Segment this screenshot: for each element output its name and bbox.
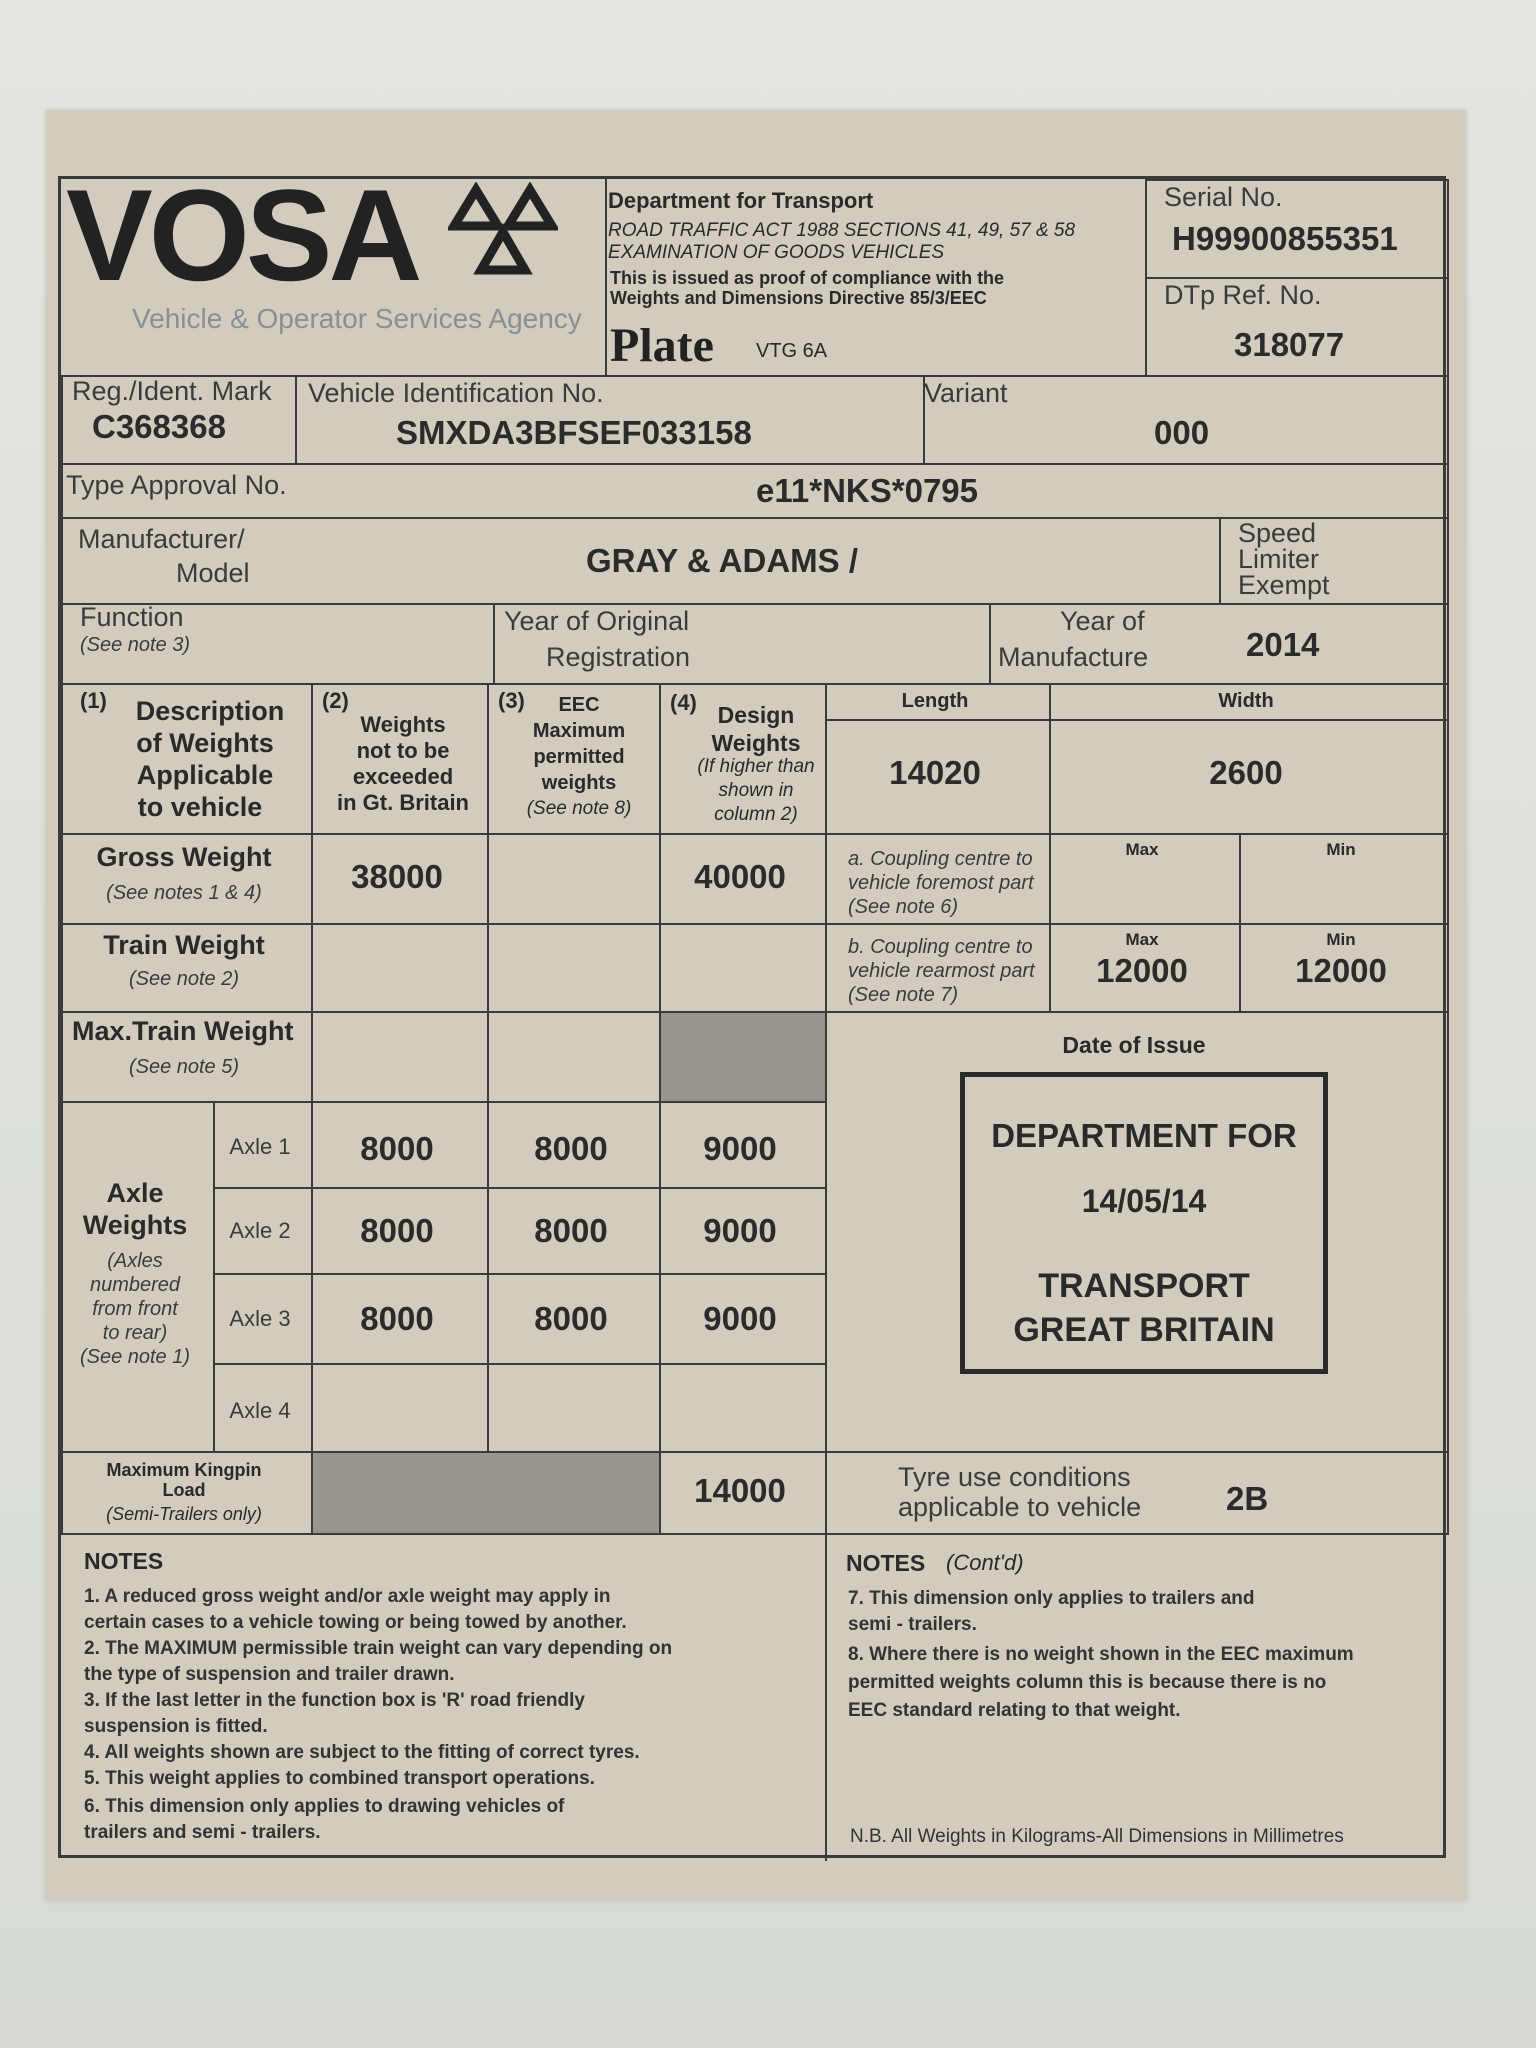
notes-right-title-cont: (Cont'd) (946, 1550, 1024, 1575)
col2-line-4: in Gt. Britain (337, 790, 469, 815)
axle2-design: 9000 (703, 1212, 777, 1249)
date-issue-label: Date of Issue (1062, 1032, 1206, 1058)
length-label: Length (901, 690, 969, 712)
coupling-b-max-value: 12000 (1096, 952, 1188, 989)
function-note: (See note 3) (80, 634, 191, 656)
reg-label: Reg./Ident. Mark (72, 376, 272, 406)
gross-eec-cell (487, 833, 661, 925)
col3-num: (3) (498, 688, 525, 713)
year-manufacture-label-1: Year of (1060, 606, 1145, 636)
issue-stamp (960, 1072, 1328, 1374)
axle4-gb-cell (311, 1363, 489, 1453)
proof-text-2: Weights and Dimensions Directive 85/3/EEC (610, 288, 987, 308)
width-value: 2600 (1209, 754, 1283, 791)
gross-gb-value: 38000 (351, 858, 443, 895)
notes-right-line-2: semi - trailers. (848, 1614, 977, 1635)
col4-line-2: Weights (711, 730, 801, 756)
kingpin-label-1: Maximum Kingpin (106, 1460, 262, 1480)
col3-line-2: Maximum (532, 720, 626, 742)
function-label: Function (80, 602, 184, 632)
col4-note-3: column 2) (714, 804, 798, 825)
axle-note-1: (Axles (107, 1250, 163, 1272)
notes-right-nb: N.B. All Weights in Kilograms-All Dimensions in Millimetres (850, 1826, 1344, 1847)
col1-num: (1) (80, 688, 107, 713)
coupling-a-3: (See note 6) (848, 896, 959, 918)
stamp-line-4: GREAT BRITAIN (1013, 1311, 1275, 1349)
notes-left-line-6: suspension is fitted. (84, 1716, 268, 1737)
coupling-b-3: (See note 7) (848, 984, 959, 1006)
col1-line-2: of Weights (136, 728, 274, 758)
col2-line-2: not to be (356, 738, 450, 763)
reg-value: C368368 (92, 408, 226, 445)
max-train-label: Max.Train Weight (72, 1016, 294, 1046)
max-train-eec-cell (487, 1011, 661, 1103)
notes-right-title: NOTES (846, 1550, 926, 1576)
kingpin-label-3: (Semi-Trailers only) (106, 1504, 262, 1524)
notes-right-line-5: EEC standard relating to that weight. (848, 1700, 1181, 1721)
width-label: Width (1218, 690, 1274, 712)
dtp-value: 318077 (1234, 326, 1345, 363)
notes-left-title: NOTES (84, 1548, 164, 1574)
coupling-a-1: a. Coupling centre to (848, 848, 1033, 870)
axle2-name: Axle 2 (229, 1218, 291, 1243)
stamp-line-1: DEPARTMENT FOR (991, 1117, 1297, 1154)
coupling-b-1: b. Coupling centre to (848, 936, 1033, 958)
notes-left-line-1: 1. A reduced gross weight and/or axle weight may apply in (84, 1586, 611, 1607)
train-gb-cell (311, 923, 489, 1013)
train-design-cell (659, 923, 827, 1013)
axle-label-1: Axle (106, 1178, 164, 1208)
col3-line-1: EEC (558, 694, 600, 716)
coupling-b-min: Min (1326, 930, 1356, 949)
speed-limiter-3: Exempt (1238, 570, 1330, 600)
axle4-name: Axle 4 (229, 1398, 291, 1423)
gross-design-value: 40000 (694, 858, 786, 895)
vin-label: Vehicle Identification No. (308, 378, 604, 408)
notes-left-line-3: 2. The MAXIMUM permissible train weight can vary depending on (84, 1638, 673, 1659)
max-train-gb-cell (311, 1011, 489, 1103)
plate-code: VTG 6A (756, 340, 828, 362)
axle2-eec: 8000 (534, 1212, 608, 1249)
train-label: Train Weight (103, 930, 265, 960)
gross-label: Gross Weight (96, 842, 272, 872)
axle3-eec: 8000 (534, 1300, 608, 1337)
notes-left-line-9: 6. This dimension only applies to drawing vehicles of (84, 1796, 565, 1817)
axle4-eec-cell (487, 1363, 661, 1453)
axle1-gb: 8000 (360, 1130, 434, 1167)
speed-limiter-1: Speed (1238, 518, 1317, 548)
col4-line-1: Design (717, 702, 795, 728)
axle-label-2: Weights (82, 1210, 188, 1240)
year-manufacture-value: 2014 (1246, 626, 1320, 663)
speed-limiter-2: Limiter (1238, 544, 1320, 574)
axle-note-2: numbered (89, 1274, 181, 1296)
manufacturer-value: GRAY & ADAMS / (586, 542, 858, 579)
variant-value: 000 (1154, 414, 1210, 451)
notes-left-line-2: certain cases to a vehicle towing or being towed by another. (84, 1612, 627, 1633)
notes-left-line-5: 3. If the last letter in the function box is 'R' road friendly (84, 1690, 585, 1711)
max-train-design-cell (659, 1011, 827, 1103)
col3-line-3: permitted (533, 746, 625, 768)
col1-line-1: Description (135, 696, 285, 726)
stamp-line-3: TRANSPORT (1038, 1267, 1250, 1305)
axle3-gb: 8000 (360, 1300, 434, 1337)
gross-note: (See notes 1 & 4) (106, 882, 262, 904)
year-original-label-2: Registration (546, 642, 691, 672)
serial-value: H99900855351 (1172, 220, 1398, 257)
tyre-value: 2B (1226, 1480, 1269, 1517)
type-approval-label: Type Approval No. (66, 470, 287, 500)
col4-num: (4) (670, 690, 697, 715)
axle-note-5: (See note 1) (79, 1346, 191, 1368)
tyre-label-1: Tyre use conditions (898, 1462, 1131, 1492)
coupling-a-min: Min (1326, 840, 1356, 859)
coupling-b-2: vehicle rearmost part (848, 960, 1035, 982)
stamp-date: 14/05/14 (1081, 1183, 1207, 1219)
variant-label: Variant (924, 378, 1008, 408)
agency-name: Vehicle & Operator Services Agency (132, 303, 582, 334)
tyre-label-2: applicable to vehicle (898, 1492, 1142, 1522)
exam-text: EXAMINATION OF GOODS VEHICLES (608, 242, 945, 263)
dtp-label: DTp Ref. No. (1164, 280, 1322, 310)
axle2-gb: 8000 (360, 1212, 434, 1249)
coupling-b-min-value: 12000 (1295, 952, 1387, 989)
notes-left-line-7: 4. All weights shown are subject to the fitting of correct tyres. (84, 1742, 640, 1763)
length-value: 14020 (889, 754, 981, 791)
axle1-design: 9000 (703, 1130, 777, 1167)
proof-text-1: This is issued as proof of compliance with the (610, 268, 1005, 288)
notes-right-line-1: 7. This dimension only applies to trailers and (848, 1588, 1255, 1609)
col2-num: (2) (322, 688, 349, 713)
kingpin-value: 14000 (694, 1472, 786, 1509)
axle-note-3: from front (92, 1298, 178, 1320)
notes-right-cell (825, 1533, 1449, 1861)
kingpin-shaded-cell (311, 1451, 661, 1535)
axle1-name: Axle 1 (229, 1134, 291, 1159)
col3-note: (See note 8) (526, 798, 632, 819)
year-manufacture-label-2: Manufacture (998, 642, 1149, 672)
manufacturer-label-1: Manufacturer/ (78, 524, 245, 554)
department-title: Department for Transport (608, 188, 874, 213)
axle4-design-cell (659, 1363, 827, 1453)
col2-line-1: Weights (360, 712, 446, 737)
notes-left-line-4: the type of suspension and trailer drawn. (84, 1664, 455, 1685)
col4-note-1: (If higher than (697, 756, 815, 777)
col3-line-4: weights (541, 772, 617, 794)
act-text: ROAD TRAFFIC ACT 1988 SECTIONS 41, 49, 57 & 58 (608, 220, 1076, 241)
train-note: (See note 2) (128, 968, 240, 990)
notes-left-line-8: 5. This weight applies to combined transport operations. (84, 1768, 595, 1789)
coupling-b-max: Max (1125, 930, 1159, 949)
axle3-design: 9000 (703, 1300, 777, 1337)
notes-left-line-10: trailers and semi - trailers. (84, 1822, 321, 1843)
col2-line-3: exceeded (352, 764, 454, 789)
year-original-label-1: Year of Original (504, 606, 690, 636)
type-approval-value: e11*NKS*0795 (756, 472, 979, 509)
coupling-a-max: Max (1125, 840, 1159, 859)
axle-note-4: to rear) (102, 1322, 168, 1344)
vosa-logo: VOSA (66, 162, 419, 308)
notes-right-line-4: permitted weights column this is because there is no (848, 1672, 1327, 1693)
serial-label: Serial No. (1164, 182, 1283, 212)
train-eec-cell (487, 923, 661, 1013)
col4-note-2: shown in (718, 780, 794, 801)
max-train-note: (See note 5) (128, 1056, 240, 1078)
axle1-eec: 8000 (534, 1130, 608, 1167)
axle3-name: Axle 3 (229, 1306, 291, 1331)
manufacturer-label-2: Model (176, 558, 250, 588)
plate-title: Plate (610, 319, 714, 372)
col1-line-3: Applicable (136, 760, 274, 790)
col1-line-4: to vehicle (137, 792, 263, 822)
crown-triangles-icon (448, 182, 558, 278)
kingpin-label-2: Load (162, 1480, 206, 1500)
vin-value: SMXDA3BFSEF033158 (396, 414, 752, 451)
notes-right-line-3: 8. Where there is no weight shown in the EEC maximum (848, 1644, 1354, 1665)
coupling-a-2: vehicle foremost part (848, 872, 1034, 894)
